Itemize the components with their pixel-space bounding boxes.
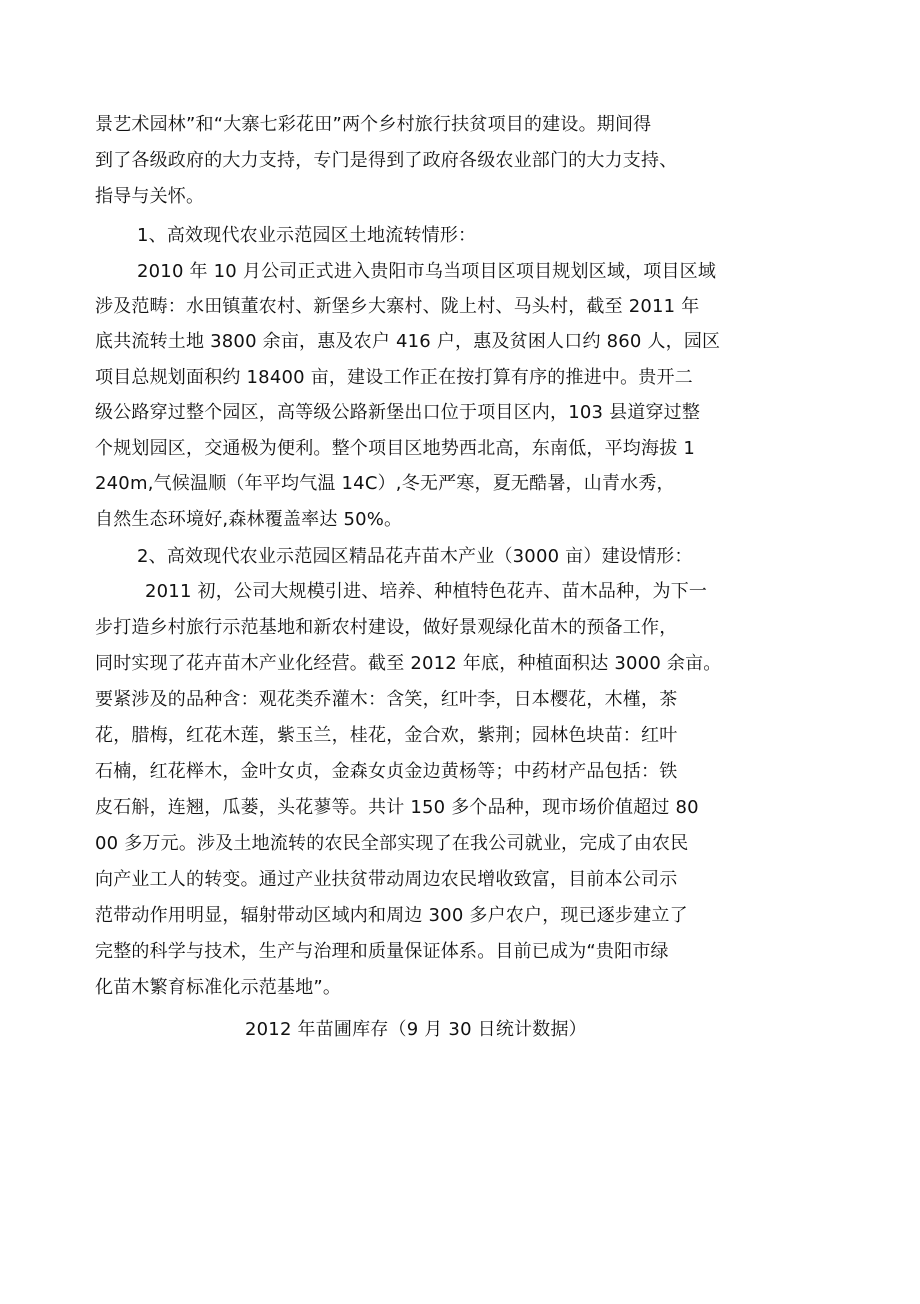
body-text-line: 步打造乡村旅行示范基地和新农村建设，做好景观绿化苗木的预备工作，	[95, 617, 678, 638]
body-text-line: 2010 年 10 月公司正式进入贵阳市乌当项目区项目规划区域，项目区域	[137, 261, 717, 282]
body-text-line: 石楠，红花榉木，金叶女贞，金森女贞金边黄杨等；中药材产品包括：铁	[95, 761, 678, 782]
body-text-line: 240m,气候温顺（年平均气温 14C）,冬无严寒，夏无酷暑，山青水秀，	[95, 473, 675, 494]
body-text-line: 景艺术园林”和“大寨七彩花田”两个乡村旅行扶贫项目的建设。期间得	[95, 114, 652, 135]
body-text-line: 同时实现了花卉苗木产业化经营。截至 2012 年底，种植面积达 3000 余亩。	[95, 653, 722, 674]
body-text-line: 完整的科学与技术，生产与治理和质量保证体系。目前已成为“贵阳市绿	[95, 941, 669, 962]
body-text-line: 底共流转土地 3800 余亩，惠及农户 416 户，惠及贫困人口约 860 人，园区	[95, 331, 721, 352]
body-text-line: 皮石斛，连翘，瓜蒌，头花蓼等。共计 150 多个品种，现市场价值超过 80	[95, 797, 699, 818]
body-text-line: 2011 初，公司大规模引进、培养、种植特色花卉、苗木品种，为下一	[145, 581, 708, 602]
body-text-line: 涉及范畴：水田镇董农村、新堡乡大寨村、陇上村、马头村，截至 2011 年	[95, 296, 700, 317]
body-text-line: 项目总规划面积约 18400 亩，建设工作正在按打算有序的推进中。贵开二	[95, 367, 693, 388]
body-text-line: 自然生态环境好,森林覆盖率达 50%。	[95, 509, 403, 530]
body-text-line: 化苗木繁育标准化示范基地”。	[95, 977, 342, 998]
section-heading-1: 1、高效现代农业示范园区土地流转情形：	[137, 225, 477, 246]
body-text-line: 指导与关怀。	[95, 186, 205, 207]
body-text-line: 花，腊梅，红花木莲，紫玉兰，桂花，金合欢，紫荆；园林色块苗：红叶	[95, 725, 678, 746]
body-text-line: 到了各级政府的大力支持，专门是得到了政府各级农业部门的大力支持、	[95, 150, 678, 171]
table-caption: 2012 年苗圃库存（9 月 30 日统计数据）	[245, 1019, 587, 1040]
body-text-line: 范带动作用明显，辐射带动区域内和周边 300 多户农户，现已逐步建立了	[95, 905, 688, 926]
body-text-line: 00 多万元。涉及土地流转的农民全部实现了在我公司就业，完成了由农民	[95, 833, 689, 854]
body-text-line: 向产业工人的转变。通过产业扶贫带动周边农民增收致富，目前本公司示	[95, 869, 678, 890]
body-text-line: 级公路穿过整个园区，高等级公路新堡出口位于项目区内，103 县道穿过整	[95, 402, 701, 423]
body-text-line: 要紧涉及的品种含：观花类乔灌木：含笑，红叶李，日本樱花，木槿，茶	[95, 689, 678, 710]
body-text-line: 个规划园区，交通极为便利。整个项目区地势西北高，东南低，平均海拔 1	[95, 438, 695, 459]
section-heading-2: 2、高效现代农业示范园区精品花卉苗木产业（3000 亩）建设情形：	[137, 546, 693, 567]
